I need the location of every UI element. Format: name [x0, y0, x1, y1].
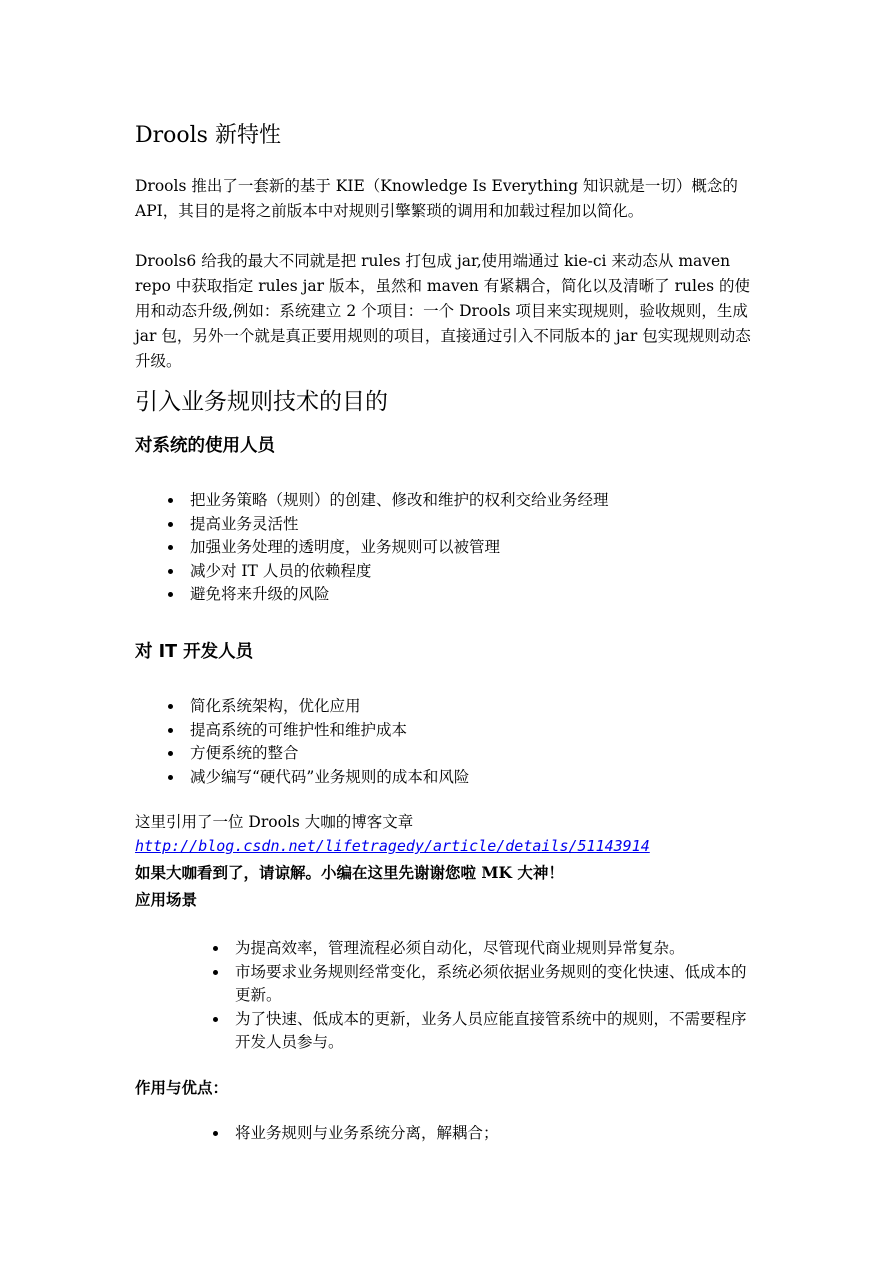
bullet-icon: [168, 498, 173, 503]
page-title: Drools 新特性: [135, 123, 281, 148]
bullet-icon: [213, 1131, 218, 1136]
bullet-icon: [213, 1017, 218, 1022]
intro-paragraph: Drools 推出了一套新的基于 KIE（Knowledge Is Everything 知识就是一切）概念的 API，其目的是将之前版本中对规则引擎繁琐的调用和加载过程加以简化。: [135, 177, 738, 220]
benefits-heading: 作用与优点：: [135, 1078, 229, 1097]
list-item: 避免将来升级的风险: [190, 583, 750, 607]
list-item: 为了快速、低成本的更新，业务人员应能直接管系统中的规则，不需要程序开发人员参与。: [235, 1008, 760, 1055]
bullet-icon: [168, 728, 173, 733]
blog-link[interactable]: http://blog.csdn.net/lifetragedy/article/details/51143914: [135, 837, 650, 855]
bullet-icon: [213, 946, 218, 951]
scenario-list: [235, 937, 760, 1055]
users-heading: 对系统的使用人员: [135, 436, 275, 456]
list-item: 市场要求业务规则经常变化，系统必须依据业务规则的变化快速、低成本的更新。: [235, 961, 760, 1008]
list-item: 把业务策略（规则）的创建、修改和维护的权利交给业务经理: [190, 489, 750, 513]
list-item: 加强业务处理的透明度，业务规则可以被管理: [190, 536, 750, 560]
users-list: [190, 489, 750, 607]
bullet-icon: [168, 545, 173, 550]
list-item: 减少对 IT 人员的依赖程度: [190, 560, 750, 584]
it-heading: 对 IT 开发人员: [135, 642, 254, 662]
list-item: 减少编写“硬代码”业务规则的成本和风险: [190, 766, 750, 790]
list-item: 简化系统架构，优化应用: [190, 695, 750, 719]
list-item: 将业务规则与业务系统分离，解耦合；: [235, 1122, 760, 1146]
section-title: 引入业务规则技术的目的: [135, 389, 388, 415]
bullet-icon: [168, 522, 173, 527]
bullet-icon: [168, 704, 173, 709]
thanks-note: 如果大咖看到了，请谅解。小编在这里先谢谢您啦 MK 大神！: [135, 863, 564, 882]
list-item: 方便系统的整合: [190, 742, 750, 766]
scenario-heading: 应用场景: [135, 890, 198, 909]
bullet-icon: [168, 775, 173, 780]
quote-text: 这里引用了一位 Drools 大咖的博客文章: [135, 813, 414, 831]
bullet-icon: [168, 569, 173, 574]
it-list: [190, 695, 750, 789]
list-item: 提高系统的可维护性和维护成本: [190, 719, 750, 743]
bullet-icon: [213, 970, 218, 975]
list-item: 提高业务灵活性: [190, 513, 750, 537]
bullet-icon: [168, 592, 173, 597]
benefits-list: [235, 1122, 760, 1146]
bullet-icon: [168, 751, 173, 756]
list-item: 为提高效率，管理流程必须自动化，尽管现代商业规则异常复杂。: [235, 937, 760, 961]
drools6-paragraph: Drools6 给我的最大不同就是把 rules 打包成 jar,使用端通过 kie-ci 来动态从 maven repo 中获取指定 rules jar 版本，虽然和 maven 有紧耦合，简化以及清晰了 rules 的使用和动态升级,例如：系统建立 2 个项目：一个 Drools 项目来实现规则，验收规则，生成 jar 包，另外一个就是真正要用规则的项目，直接通过引入不同版本的 jar 包实现规则动态升级。: [135, 252, 751, 370]
